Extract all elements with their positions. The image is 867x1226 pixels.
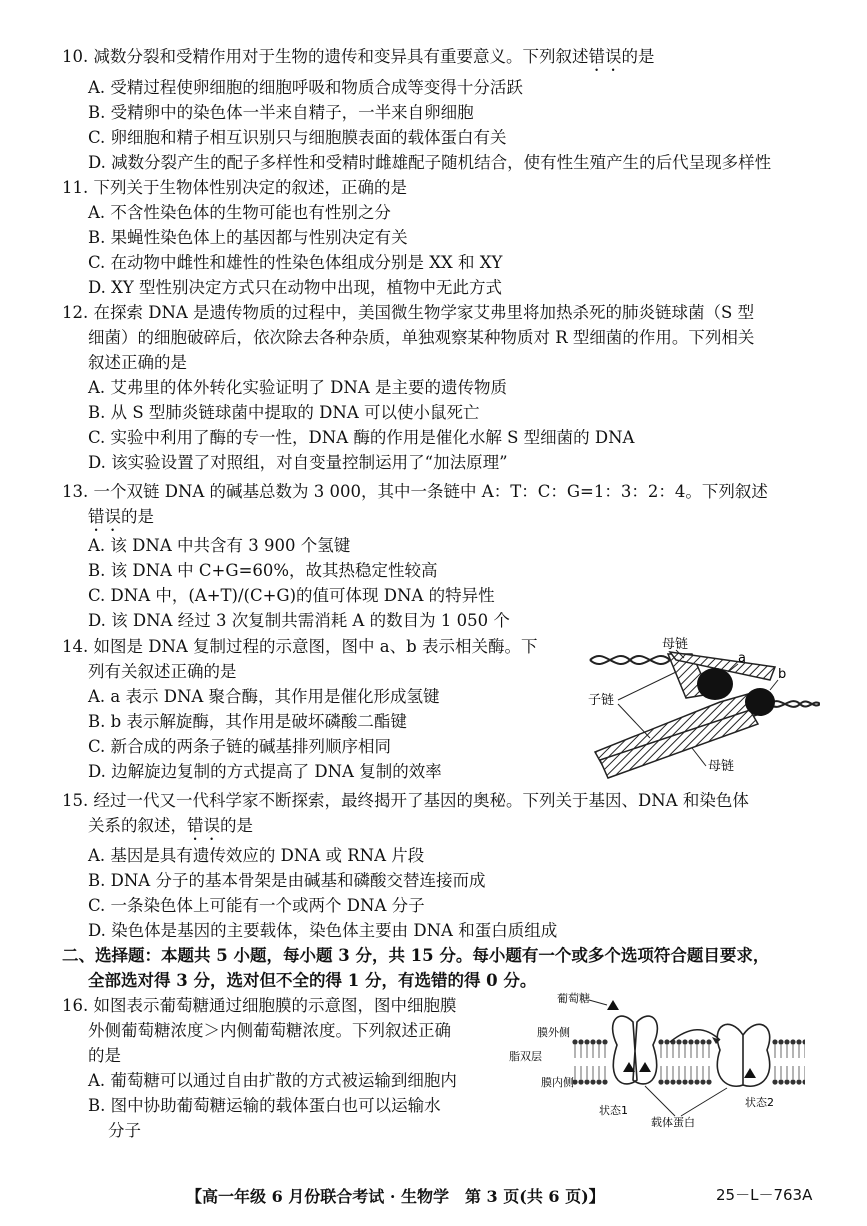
label-inside: 膜内侧: [541, 1076, 574, 1089]
label-parent-top: 母链: [662, 637, 689, 652]
lipid-head: [578, 1079, 583, 1084]
q14-option-b: B. b 表示解旋酶，其作用是破坏磷酸二酯键: [88, 712, 407, 731]
lipid-head: [670, 1079, 675, 1084]
section-2-heading: 二、选择题：本题共 5 小题，每小题 3 分，共 15 分。每小题有一个或多个选项符合题目要求，: [62, 946, 770, 965]
q11-option-c: C. 在动物中雌性和雄性的性染色体组成分别是 XX 和 XY: [88, 253, 503, 272]
label-bilayer: 脂双层: [509, 1050, 542, 1063]
lipid-head: [772, 1039, 777, 1044]
lipid-head: [664, 1039, 669, 1044]
q16-option-b-cont: 分子: [108, 1121, 141, 1140]
lipid-head: [796, 1079, 801, 1084]
label-glucose: 葡萄糖: [557, 992, 590, 1005]
q10-option-a: A. 受精过程使卵细胞的细胞呼吸和物质合成等变得十分活跃: [88, 78, 523, 97]
lipid-head: [706, 1079, 711, 1084]
lipid-head: [596, 1039, 601, 1044]
label-state-1: 状态1: [599, 1104, 628, 1117]
q16-option-a: A. 葡萄糖可以通过自由扩散的方式被运输到细胞内: [88, 1071, 457, 1090]
lipid-head: [578, 1039, 583, 1044]
q11-stem: 11. 下列关于生物体性别决定的叙述，正确的是: [62, 178, 407, 197]
lipid-head: [796, 1039, 801, 1044]
q15-stem-line-2: 关系的叙述，错误的是: [88, 816, 253, 835]
glucose-triangle-outside: [607, 1000, 619, 1010]
lipid-head: [688, 1079, 693, 1084]
lipid-head: [802, 1039, 805, 1044]
q15-stem-line-1: 15. 经过一代又一代科学家不断探索，最终揭开了基因的奥秘。下列关于基因、DNA 和染色体: [62, 791, 749, 810]
q10-stem: 10. 减数分裂和受精作用对于生物的遗传和变异具有重要意义。下列叙述错误的是: [62, 47, 655, 66]
lipid-head: [584, 1079, 589, 1084]
q13-stem-line-2: 错误的是: [88, 507, 154, 526]
lipid-head: [688, 1039, 693, 1044]
lipid-head: [778, 1039, 783, 1044]
q10-option-c: C. 卵细胞和精子相互识别只与细胞膜表面的载体蛋白有关: [88, 128, 507, 147]
footer-title: 【高一年级 6 月份联合考试 · 生物学 第 3 页(共 6 页)】: [186, 1187, 605, 1206]
q14-option-c: C. 新合成的两条子链的碱基排列顺序相同: [88, 737, 392, 756]
dna-replication-figure: [580, 632, 820, 782]
lipid-head: [700, 1079, 705, 1084]
lipid-head: [682, 1039, 687, 1044]
q13-stem-line-1: 13. 一个双链 DNA 的碱基总数为 3 000，其中一条链中 A：T：C：G=1：3：2：4。下列叙述: [62, 482, 768, 501]
q12-stem-line-3: 叙述正确的是: [88, 353, 187, 372]
q13-option-d: D. 该 DNA 经过 3 次复制共需消耗 A 的数目为 1 050 个: [88, 611, 510, 630]
q13-option-c: C. DNA 中，(A+T)/(C+G)的值可体现 DNA 的特异性: [88, 586, 495, 605]
q16-stem-line-1: 16. 如图表示葡萄糖通过细胞膜的示意图，图中细胞膜: [62, 996, 457, 1015]
lipid-head: [602, 1079, 607, 1084]
q14-stem-line-1: 14. 如图是 DNA 复制过程的示意图，图中 a、b 表示相关酶。下: [62, 637, 538, 656]
lipid-head: [682, 1079, 687, 1084]
q12-stem-line-1: 12. 在探索 DNA 是遗传物质的过程中，美国微生物学家艾弗里将加热杀死的肺炎链球菌（S 型: [62, 303, 755, 322]
lipid-head: [590, 1079, 595, 1084]
lipid-head: [694, 1039, 699, 1044]
q16-stem-line-3: 的是: [88, 1046, 121, 1065]
lipid-head: [590, 1039, 595, 1044]
q16-option-b: B. 图中协助葡萄糖运输的载体蛋白也可以运输水: [88, 1096, 441, 1115]
q15-option-c: C. 一条染色体上可能有一个或两个 DNA 分子: [88, 896, 425, 915]
label-b: b: [778, 667, 787, 682]
enzyme-b: [745, 688, 775, 716]
lipid-head: [706, 1039, 711, 1044]
carrier-protein-state-2: [717, 1024, 769, 1086]
label-parent-bottom: 母链: [708, 759, 735, 774]
q10-option-b: B. 受精卵中的染色体一半来自精子，一半来自卵细胞: [88, 103, 474, 122]
q14-stem-line-2: 列有关叙述正确的是: [88, 662, 237, 681]
lipid-head: [664, 1079, 669, 1084]
label-state-2: 状态2: [745, 1096, 774, 1109]
lipid-head: [772, 1079, 777, 1084]
q10-option-d: D. 减数分裂产生的配子多样性和受精时雌雄配子随机结合，使有性生殖产生的后代呈现多样性: [88, 153, 772, 172]
q16-stem-line-2: 外侧葡萄糖浓度＞内侧葡萄糖浓度。下列叙述正确: [88, 1021, 451, 1040]
footer-code: 25－L－763A: [716, 1186, 813, 1204]
q15-option-d: D. 染色体是基因的主要载体，染色体主要由 DNA 和蛋白质组成: [88, 921, 558, 940]
section-2-instructions: 全部选对得 3 分，选对但不全的得 1 分，有选错的得 0 分。: [88, 971, 537, 990]
lipid-head: [596, 1079, 601, 1084]
q15-option-a: A. 基因是具有遗传效应的 DNA 或 RNA 片段: [88, 846, 425, 865]
label-carrier: 载体蛋白: [651, 1116, 695, 1129]
q12-option-d: D. 该实验设置了对照组，对自变量控制运用了“加法原理”: [88, 453, 508, 472]
lipid-head: [790, 1079, 795, 1084]
lipid-head: [676, 1039, 681, 1044]
carrier-protein-state-1: [613, 1016, 658, 1084]
q11-option-d: D. XY 型性别决定方式只在动物中出现，植物中无此方式: [88, 278, 503, 297]
q15-option-b: B. DNA 分子的基本骨架是由碱基和磷酸交替连接而成: [88, 871, 486, 890]
q12-option-c: C. 实验中利用了酶的专一性，DNA 酶的作用是催化水解 S 型细菌的 DNA: [88, 428, 635, 447]
lipid-head: [700, 1039, 705, 1044]
lipid-head: [784, 1039, 789, 1044]
lipid-head: [658, 1079, 663, 1084]
lipid-head: [602, 1039, 607, 1044]
lipid-head: [572, 1039, 577, 1044]
q11-option-a: A. 不含性染色体的生物可能也有性别之分: [88, 203, 391, 222]
q12-stem-line-2: 细菌）的细胞破碎后，依次除去各种杂质，单独观察某种物质对 R 型细菌的作用。下列相关: [88, 328, 755, 347]
lipid-head: [784, 1079, 789, 1084]
lipid-head: [694, 1079, 699, 1084]
enzyme-a: [697, 668, 733, 700]
q12-option-a: A. 艾弗里的体外转化实验证明了 DNA 是主要的遗传物质: [88, 378, 507, 397]
q14-option-d: D. 边解旋边复制的方式提高了 DNA 复制的效率: [88, 762, 442, 781]
lipid-head: [584, 1039, 589, 1044]
q13-option-b: B. 该 DNA 中 C+G=60%，故其热稳定性较高: [88, 561, 438, 580]
glucose-transport-figure: [505, 990, 805, 1130]
label-child: 子链: [588, 693, 615, 708]
q12-option-b: B. 从 S 型肺炎链球菌中提取的 DNA 可以使小鼠死亡: [88, 403, 480, 422]
lipid-head: [676, 1079, 681, 1084]
q13-option-a: A. 该 DNA 中共含有 3 900 个氢键: [88, 536, 351, 555]
q14-option-a: A. a 表示 DNA 聚合酶，其作用是催化形成氢键: [88, 687, 440, 706]
lipid-head: [658, 1039, 663, 1044]
lipid-head: [778, 1079, 783, 1084]
q11-option-b: B. 果蝇性染色体上的基因都与性别决定有关: [88, 228, 408, 247]
label-a: a: [738, 651, 746, 666]
lipid-head: [802, 1079, 805, 1084]
label-outside: 膜外侧: [537, 1026, 570, 1039]
lipid-head: [790, 1039, 795, 1044]
